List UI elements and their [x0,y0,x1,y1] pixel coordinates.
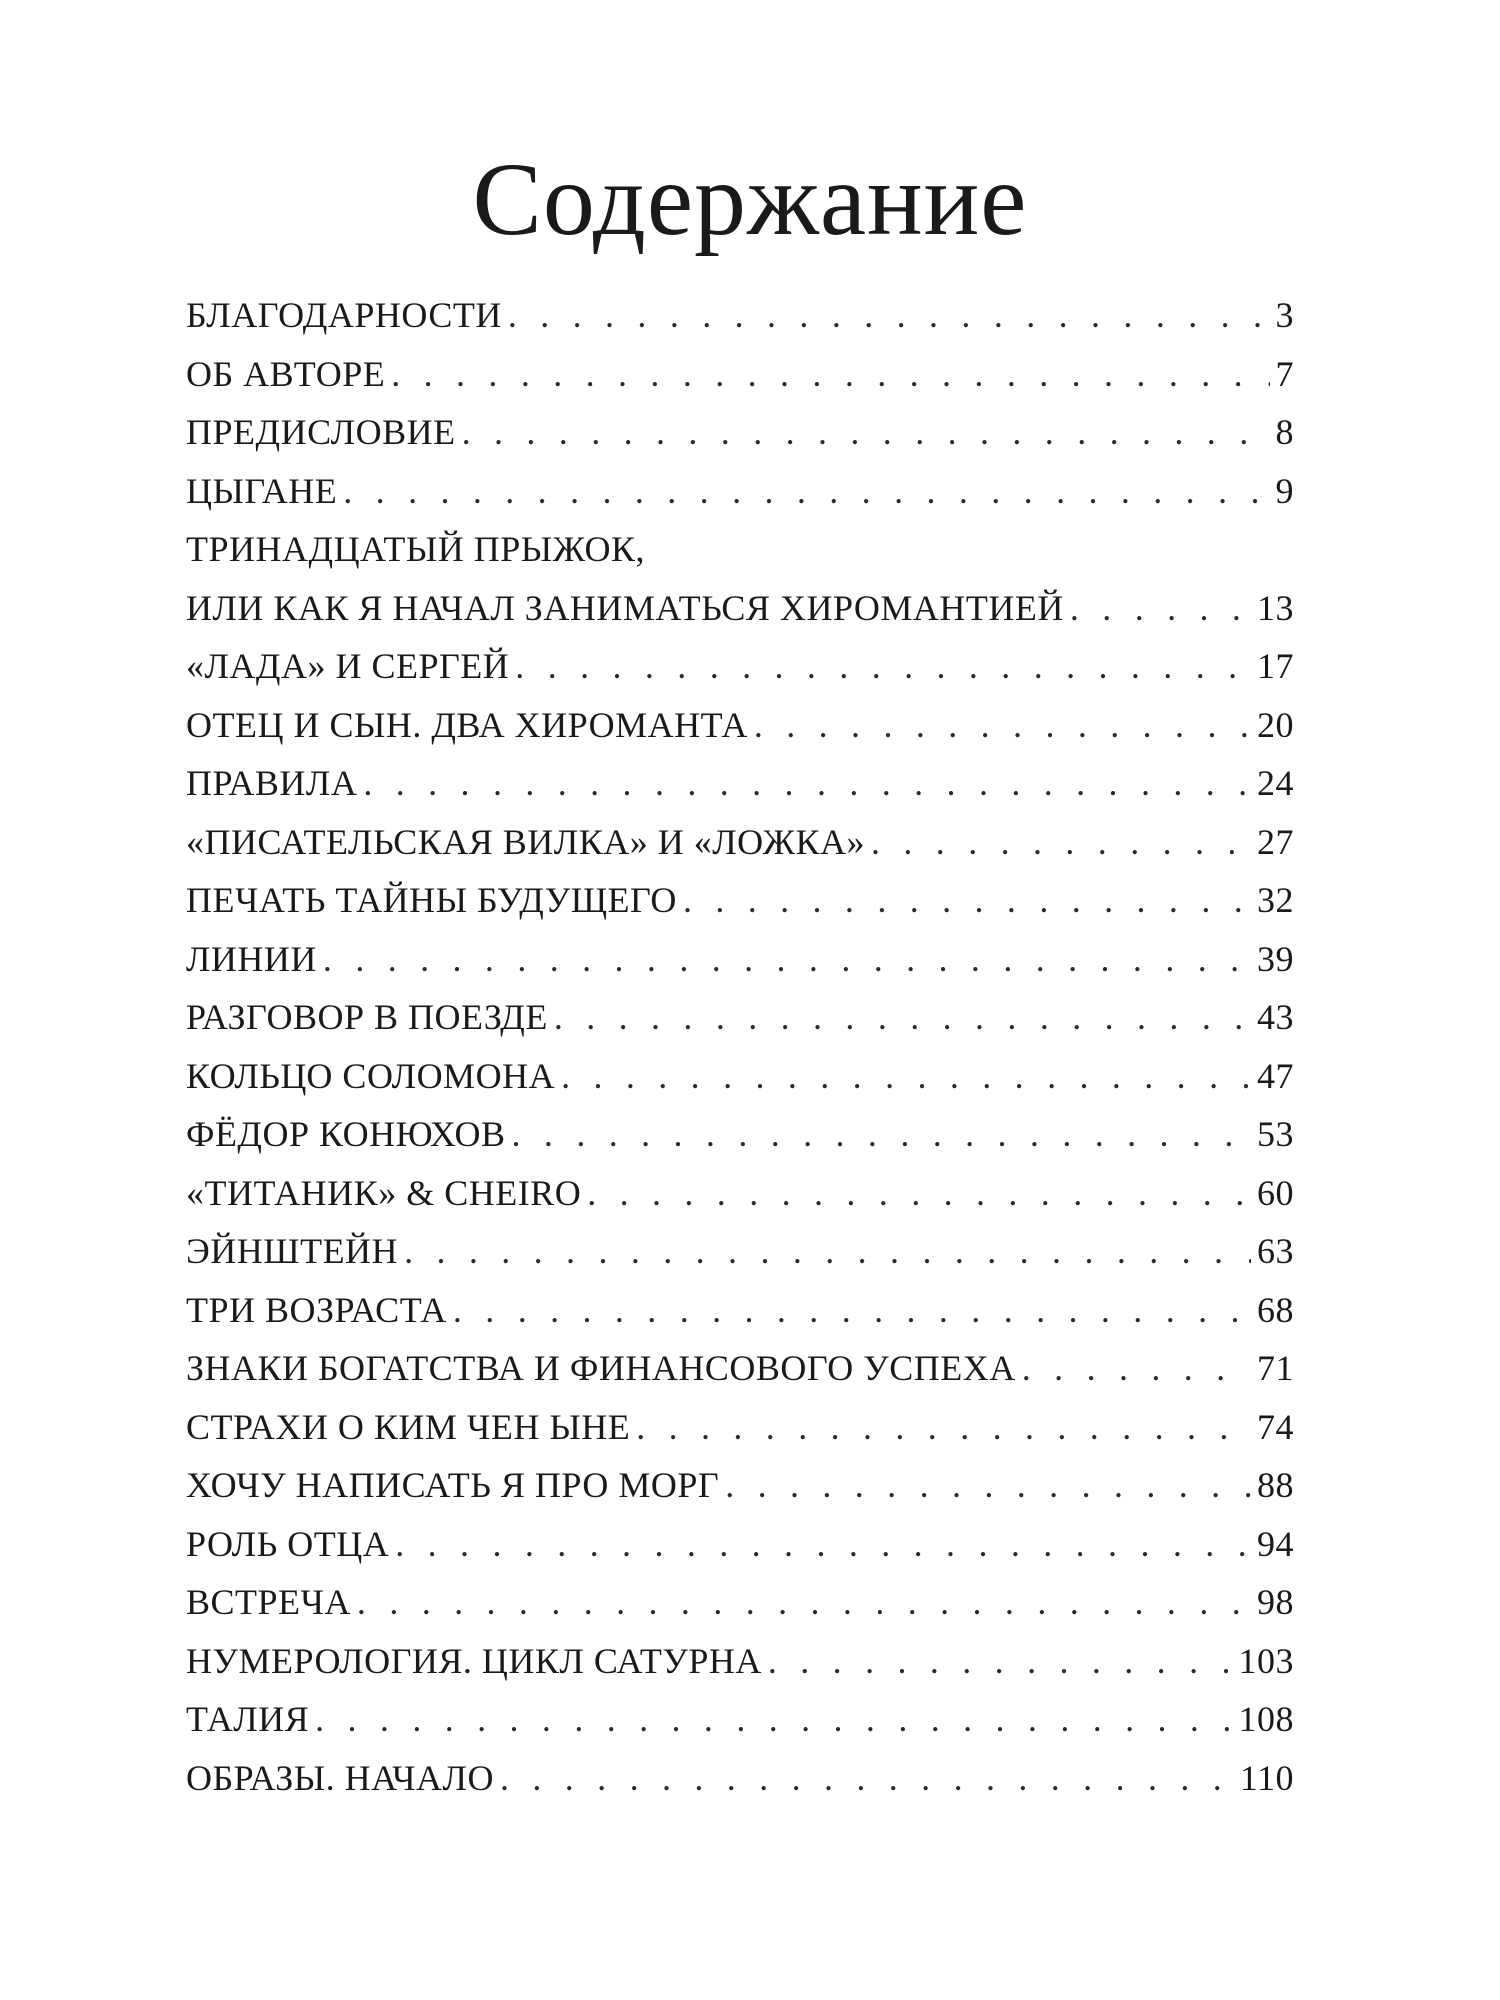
toc-entry-title: ПРЕДИСЛОВИЕ [186,412,456,452]
toc-entry [186,813,1294,872]
toc-entry [186,637,1294,696]
toc-dot-leader [391,345,1269,404]
toc-entry-title: ЦЫГАНЕ [186,470,338,511]
toc-entry-title: ФЁДОР КОНЮХОВ [186,1114,506,1154]
toc-entry-page-number: 8 [1275,412,1294,452]
toc-entry-page-number: 53 [1257,1114,1294,1154]
toc-dot-leader [500,1749,1234,1808]
toc-entry-page-number: 43 [1257,997,1294,1037]
page-title: Содержание [472,142,1028,257]
toc-entry-page-number: 7 [1275,353,1294,394]
toc-entry-page-number: 88 [1257,1465,1294,1505]
toc-entry-title: СТРАХИ О КИМ ЧЕН ЫНЕ [186,1406,631,1447]
toc-dot-leader [512,1105,1251,1164]
toc-entry-page-number: 108 [1238,1699,1294,1739]
toc-entry-page-number: 20 [1257,704,1294,745]
toc-entry [186,520,1294,579]
toc-entry-page-number: 94 [1257,1523,1294,1564]
toc-entry [186,462,1294,521]
toc-dot-leader [462,403,1270,462]
toc-dot-leader [323,930,1251,989]
toc-dot-leader [1070,579,1251,638]
toc-entry-title: ТРИ ВОЗРАСТА [186,1289,447,1330]
toc-entry-page-number: 39 [1257,938,1294,979]
toc-entry [186,871,1294,930]
toc-entry [186,1398,1294,1457]
toc-dot-leader [363,754,1251,813]
toc-dot-leader [768,1632,1233,1691]
toc-entry-title: КОЛЬЦО СОЛОМОНА [186,1055,556,1096]
toc-entry-page-number: 71 [1257,1348,1294,1388]
toc-entry [186,345,1294,404]
toc-entry-page-number: 63 [1257,1231,1294,1271]
toc-entry-title: ТРИНАДЦАТЫЙ ПРЫЖОК, [186,529,646,569]
toc-dot-leader [404,1222,1251,1281]
toc-entry-page-number: 47 [1257,1055,1294,1096]
toc-entry [186,1047,1294,1106]
toc-entry-page-number: 9 [1275,470,1294,511]
toc-entry-page-number: 110 [1239,1757,1294,1798]
toc-entry-title: ОТЕЦ И СЫН. ДВА ХИРОМАНТА [186,704,748,745]
toc-dot-leader [587,1164,1251,1223]
toc-entry [186,1515,1294,1574]
toc-entry-title: РОЛЬ ОТЦА [186,1523,390,1564]
toc-entry-title: ЗНАКИ БОГАТСТВА И ФИНАНСОВОГО УСПЕХА [186,1348,1016,1388]
toc-dot-leader [515,637,1251,696]
toc-entry [186,988,1294,1047]
toc-entry [186,1573,1294,1632]
toc-entry [186,579,1294,638]
toc-entry [186,754,1294,813]
toc-entry-title: ХОЧУ НАПИСАТЬ Я ПРО МОРГ [186,1465,720,1505]
toc-entry [186,1164,1294,1223]
toc-dot-leader [343,462,1269,521]
toc-entry-page-number: 74 [1257,1406,1294,1447]
table-of-contents [186,286,1294,1807]
toc-entry [186,1749,1294,1808]
toc-dot-leader [561,1047,1251,1106]
toc-entry-title: БЛАГОДАРНОСТИ [186,295,502,335]
toc-entry-title: НУМЕРОЛОГИЯ. ЦИКЛ САТУРНА [186,1640,762,1681]
toc-entry-page-number: 103 [1238,1640,1294,1681]
toc-entry [186,1632,1294,1691]
toc-entry-title: ОБРАЗЫ. НАЧАЛО [186,1757,494,1798]
toc-entry [186,403,1294,462]
toc-dot-leader [725,1456,1251,1515]
toc-entry-page-number: 98 [1257,1582,1294,1622]
toc-entry [186,696,1294,755]
toc-dot-leader [315,1690,1232,1749]
toc-dot-leader [871,813,1251,872]
toc-entry-page-number: 60 [1257,1172,1294,1213]
toc-entry-page-number: 13 [1257,587,1294,628]
toc-dot-leader [508,286,1270,345]
toc-entry-title: ПРАВИЛА [186,763,358,803]
toc-dot-leader [357,1573,1251,1632]
toc-dot-leader [554,988,1251,1047]
toc-entry-title: РАЗГОВОР В ПОЕЗДЕ [186,997,548,1037]
toc-entry [186,1690,1294,1749]
toc-dot-leader [1022,1339,1251,1398]
toc-entry [186,1456,1294,1515]
toc-entry [186,1281,1294,1340]
toc-entry-page-number: 27 [1257,821,1294,862]
toc-dot-leader [453,1281,1251,1340]
toc-entry-title: ЭЙНШТЕЙН [186,1231,399,1271]
toc-dot-leader [683,871,1251,930]
toc-entry-title: «ПИСАТЕЛЬСКАЯ ВИЛКА» И «ЛОЖКА» [186,821,865,862]
toc-entry-title: ЛИНИИ [186,938,317,979]
toc-entry-title: ПЕЧАТЬ ТАЙНЫ БУДУЩЕГО [186,880,677,920]
toc-entry [186,930,1294,989]
toc-entry-page-number: 68 [1257,1289,1294,1330]
toc-entry-title: «ТИТАНИК» & CHEIRO [186,1172,582,1213]
toc-entry-page-number: 24 [1257,763,1294,803]
toc-entry [186,1105,1294,1164]
toc-dot-leader [754,696,1251,755]
toc-entry [186,286,1294,345]
toc-entry-page-number: 17 [1257,646,1294,686]
toc-entry-title: ТАЛИЯ [186,1699,310,1739]
toc-dot-leader [636,1398,1251,1457]
toc-entry [186,1339,1294,1398]
toc-entry-page-number: 3 [1275,295,1294,335]
toc-entry-title: ВСТРЕЧА [186,1582,351,1622]
toc-entry-title: ОБ АВТОРЕ [186,353,386,394]
toc-dot-leader [395,1515,1251,1574]
toc-entry-title: ИЛИ КАК Я НАЧАЛ ЗАНИМАТЬСЯ ХИРОМАНТИЕЙ [186,587,1064,628]
toc-entry-page-number: 32 [1257,880,1294,920]
toc-entry-title: «ЛАДА» И СЕРГЕЙ [186,646,510,686]
toc-entry [186,1222,1294,1281]
